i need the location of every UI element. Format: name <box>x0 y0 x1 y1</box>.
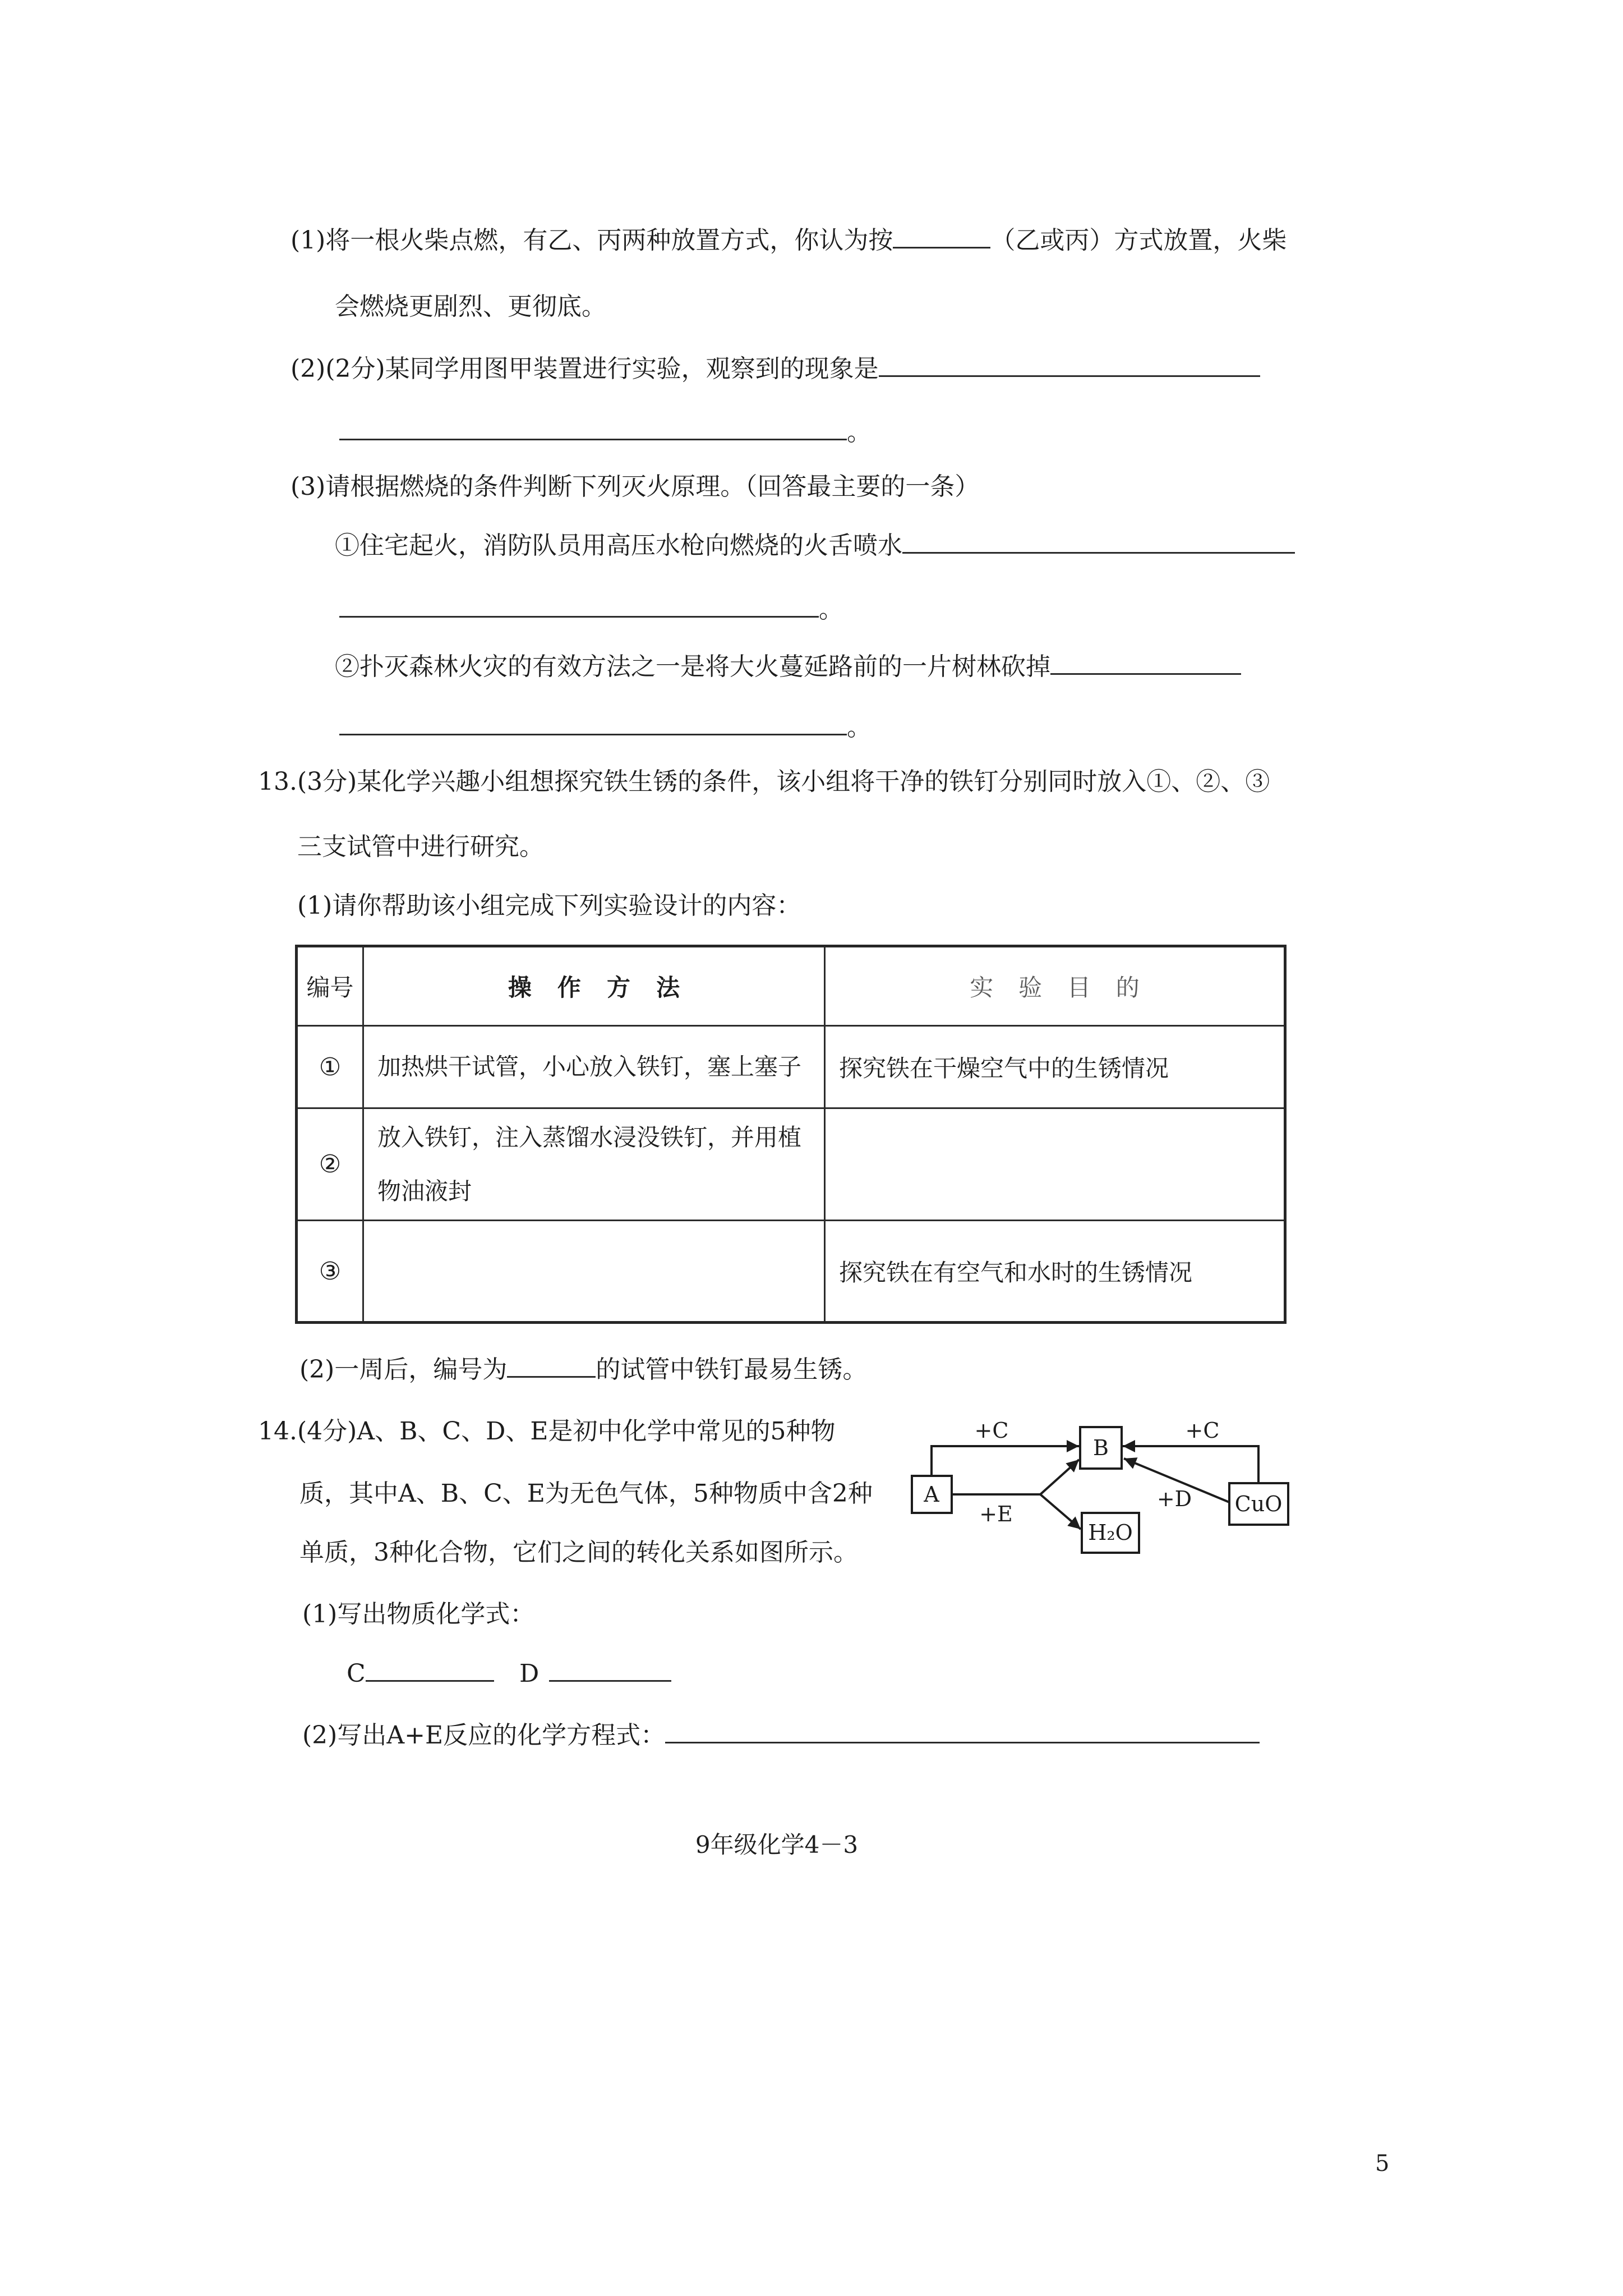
q12-part3-item2-line1 <box>335 653 1241 681</box>
q12-part2-line2 <box>339 418 872 447</box>
q13-part2-text-b: 的试管中铁钉最易生锈。 <box>596 1355 868 1384</box>
arrow-cuo-to-b-top <box>1123 1446 1258 1483</box>
arrow-branch-to-h2o <box>1040 1494 1081 1529</box>
q14-d-answer-line <box>549 1660 671 1688</box>
header-method: 操 作 方 法 <box>363 946 825 1026</box>
experiment-design-table <box>295 945 1287 1324</box>
arrow-branch-to-b <box>1040 1460 1079 1494</box>
edge-label-cuo-to-b-d: +D <box>1156 1487 1192 1511</box>
q12-part3-item2-line2 <box>339 714 872 742</box>
q14-part2-text: (2)写出A+E反应的化学方程式： <box>302 1721 666 1750</box>
q12-part3-item1-line1 <box>335 532 1295 560</box>
table-header-row <box>297 946 1285 1026</box>
row-number: ② <box>297 1108 363 1221</box>
q14-c-answer-line <box>366 1660 494 1688</box>
q14-c-answer-blank <box>366 1663 494 1682</box>
q12-part2-answer-blank-2 <box>339 422 847 440</box>
row-method-line: 放入铁钉，注入蒸馏水浸没铁钉，并用植 <box>377 1123 802 1151</box>
q12-part3-item2-end: 。 <box>847 713 872 742</box>
q12-part3-item1-answer-blank-2 <box>339 599 819 618</box>
q13-part2-text-a: (2)一周后，编号为 <box>299 1355 508 1384</box>
row-method-line: 物油液封 <box>377 1177 472 1205</box>
row-method <box>363 1026 825 1108</box>
q12-part3-item1-line2 <box>339 596 843 624</box>
q13-part2-answer-blank <box>507 1359 596 1378</box>
q14-part2 <box>302 1722 1260 1750</box>
table-row <box>297 1108 1285 1221</box>
table-row <box>297 1221 1285 1323</box>
q12-part3-item2-answer-blank <box>1050 656 1241 675</box>
q12-part2-end: 。 <box>847 418 872 447</box>
q13-part1: (1)请你帮助该小组完成下列实验设计的内容： <box>297 891 801 920</box>
node-b-label: B <box>1093 1435 1109 1460</box>
q12-part3-item1-end: 。 <box>819 595 843 624</box>
row-purpose-empty <box>825 1108 1285 1221</box>
row-purpose: 探究铁在有空气和水时的生锈情况 <box>825 1221 1285 1323</box>
q12-part1-text-a: (1)将一根火柴点燃，有乙、丙两种放置方式，你认为按 <box>291 226 893 255</box>
row-method-empty <box>363 1221 825 1323</box>
q14-d-answer-blank <box>549 1663 671 1682</box>
q12-part3-intro: (3)请根据燃烧的条件判断下列灭火原理。（回答最主要的一条） <box>291 472 980 501</box>
q12-part2-line1 <box>291 355 1260 383</box>
q12-part1-line2: 会燃烧更剧烈、更彻底。 <box>335 292 606 321</box>
table-row <box>297 1026 1285 1108</box>
q12-part3-item1-text: ①住宅起火，消防队员用高压水枪向燃烧的火舌喷水 <box>335 531 902 560</box>
page-number: 5 <box>1375 2151 1390 2177</box>
q13-stem-line2: 三支试管中进行研究。 <box>297 832 544 861</box>
row-method-line: 加热烘干试管，小心放入铁钉，塞上塞子 <box>377 1053 802 1080</box>
conversion-diagram <box>897 1402 1301 1571</box>
node-a-label: A <box>924 1482 939 1507</box>
edge-label-cuo-to-b-c: +C <box>1185 1418 1220 1443</box>
q12-part3-item2-text: ②扑灭森林火灾的有效方法之一是将大火蔓延路前的一片树林砍掉 <box>335 652 1050 681</box>
q12-part2-answer-blank <box>879 358 1260 377</box>
page-footer-label: 9年级化学4－3 <box>695 1831 859 1858</box>
q12-part3-item2-answer-blank-2 <box>339 717 847 735</box>
q12-part2-text: (2)(2分)某同学用图甲装置进行实验，观察到的现象是 <box>291 355 879 383</box>
arrow-a-to-b <box>932 1446 1079 1476</box>
row-number: ③ <box>297 1221 363 1323</box>
q14-blank-label-c: C <box>347 1659 366 1688</box>
q14-stem-line3: 单质，3种化合物，它们之间的转化关系如图所示。 <box>299 1538 858 1567</box>
q12-part1-answer-blank <box>893 230 990 249</box>
q14-blank-label-d: D <box>519 1659 540 1688</box>
q12-part1-text-b: （乙或丙）方式放置，火柴 <box>990 226 1287 255</box>
edge-label-a-plus-e: +E <box>979 1502 1013 1526</box>
edge-label-a-to-b: +C <box>974 1418 1009 1443</box>
node-cuo-label: CuO <box>1234 1492 1283 1516</box>
row-number: ① <box>297 1026 363 1108</box>
q13-stem-line1: 13.(3分)某化学兴趣小组想探究铁生锈的条件，该小组将干净的铁钉分别同时放入①、②、③ <box>258 767 1270 796</box>
q14-stem-line2: 质，其中A、B、C、E为无色气体，5种物质中含2种 <box>299 1479 873 1508</box>
header-purpose: 实 验 目 的 <box>825 946 1285 1026</box>
node-h2o-label: H₂O <box>1088 1520 1133 1545</box>
q14-part2-answer-blank <box>665 1725 1260 1743</box>
row-purpose: 探究铁在干燥空气中的生锈情况 <box>825 1026 1285 1108</box>
q14-stem-line1: 14.(4分)A、B、C、D、E是初中化学中常见的5种物 <box>258 1417 836 1446</box>
q13-part2 <box>299 1356 867 1384</box>
q12-part1-line1 <box>291 227 1287 255</box>
header-number: 编号 <box>297 946 363 1026</box>
row-method <box>363 1108 825 1221</box>
q14-part1: (1)写出物质化学式： <box>302 1600 535 1628</box>
q12-part3-item1-answer-blank <box>902 535 1295 554</box>
